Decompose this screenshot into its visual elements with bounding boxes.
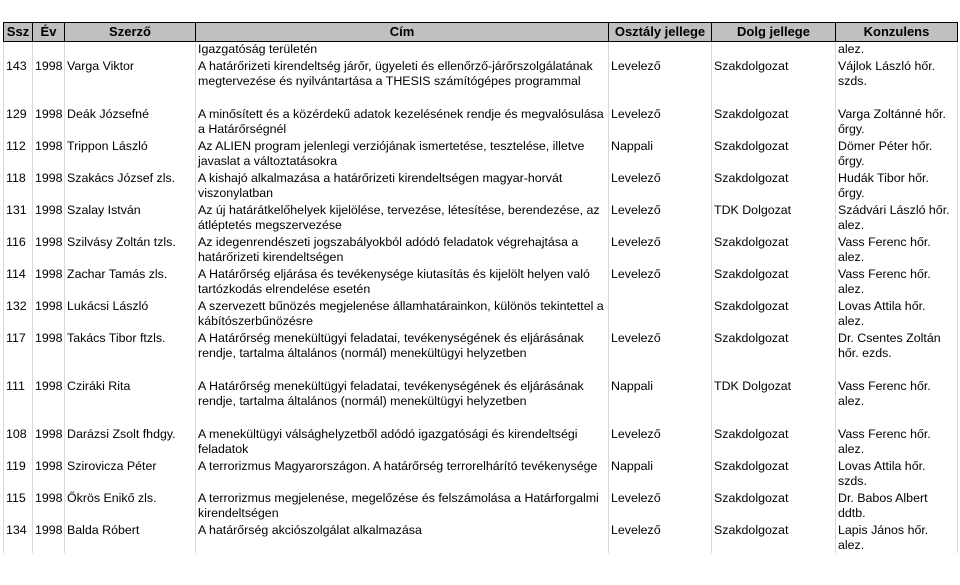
table-row: [4, 490, 958, 522]
cell-dolg: Szakdolgozat: [712, 106, 836, 138]
cell-ssz: 129: [4, 106, 33, 138]
cell-osztaly: Levelező: [609, 58, 712, 106]
cell-osztaly: [609, 298, 712, 330]
cell-cim: A minősített és a közérdekű adatok kezelésének rendje és megvalósulása a Határőrségnél: [196, 106, 609, 138]
cell-osztaly: Nappali: [609, 378, 712, 426]
cell-osztaly: Levelező: [609, 170, 712, 202]
cell-ssz: 132: [4, 298, 33, 330]
continuation-row: [4, 42, 958, 58]
cell-dolg: Szakdolgozat: [712, 58, 836, 106]
cell-szerzo: Balda Róbert: [65, 522, 196, 553]
cell-szerzo: Szirovicza Péter: [65, 458, 196, 490]
cell-konzulens: Dr. Babos Albert ddtb.: [836, 490, 958, 522]
cell-szerzo: Deák Józsefné: [65, 106, 196, 138]
cell-konzulens: Vass Ferenc hőr. alez.: [836, 426, 958, 458]
cell-dolg: Szakdolgozat: [712, 138, 836, 170]
cell-ev: 1998: [33, 202, 65, 234]
cell-cim: Igazgatóság területén: [196, 42, 609, 58]
col-header-osztaly: Osztály jellege: [609, 23, 712, 42]
cell-ssz: 111: [4, 378, 33, 426]
header-row: [4, 23, 958, 42]
table-row: [4, 522, 958, 553]
cell-konzulens: Lovas Attila hőr. szds.: [836, 458, 958, 490]
thesis-table: [3, 22, 958, 553]
cell-konzulens: Lapis János hőr. alez.: [836, 522, 958, 553]
table-row: [4, 106, 958, 138]
cell-konzulens: Vájlok László hőr. szds.: [836, 58, 958, 106]
cell-konzulens: Lovas Attila hőr. alez.: [836, 298, 958, 330]
table-row: [4, 458, 958, 490]
table-row: [4, 330, 958, 378]
cell-osztaly: Levelező: [609, 426, 712, 458]
cell-ev: 1998: [33, 426, 65, 458]
cell-cim: A Határőrség menekültügyi feladatai, tevékenységének és eljárásának rendje, tartalma általános (normál) menekültügyi helyzetben: [196, 378, 609, 426]
cell-ev: [33, 42, 65, 58]
cell-cim: A határőrizeti kirendeltség járőr, ügyeleti és ellenőrző-járőrszolgálatának megtervezése és nyilvántartása a THESIS számítógépes programmal: [196, 58, 609, 106]
cell-dolg: Szakdolgozat: [712, 490, 836, 522]
cell-ev: 1998: [33, 234, 65, 266]
cell-ev: 1998: [33, 138, 65, 170]
cell-osztaly: Levelező: [609, 522, 712, 553]
cell-szerzo: [65, 42, 196, 58]
col-header-ev: Év: [33, 23, 65, 42]
cell-szerzo: Szalay István: [65, 202, 196, 234]
cell-cim: A szervezett bűnözés megjelenése államhatárainkon, különös tekintettel a kábítószerbűnözésre: [196, 298, 609, 330]
cell-szerzo: Szakács József zls.: [65, 170, 196, 202]
table-row: [4, 170, 958, 202]
cell-ev: 1998: [33, 58, 65, 106]
cell-ssz: 112: [4, 138, 33, 170]
cell-ssz: 115: [4, 490, 33, 522]
col-header-ssz: Ssz: [4, 23, 33, 42]
cell-szerzo: Cziráki Rita: [65, 378, 196, 426]
cell-ev: 1998: [33, 490, 65, 522]
cell-dolg: Szakdolgozat: [712, 170, 836, 202]
cell-szerzo: Darázsi Zsolt fhdgy.: [65, 426, 196, 458]
cell-cim: A határőrség akciószolgálat alkalmazása: [196, 522, 609, 553]
cell-konzulens: Vass Ferenc hőr. alez.: [836, 378, 958, 426]
cell-dolg: TDK Dolgozat: [712, 378, 836, 426]
cell-cim: A kishajó alkalmazása a határőrizeti kirendeltségen magyar-horvát viszonylatban: [196, 170, 609, 202]
cell-osztaly: Levelező: [609, 490, 712, 522]
cell-cim: Az új határátkelőhelyek kijelölése, tervezése, létesítése, berendezése, az átléptetés megszervezése: [196, 202, 609, 234]
cell-szerzo: Trippon László: [65, 138, 196, 170]
cell-szerzo: Őkrös Enikő zls.: [65, 490, 196, 522]
cell-ev: 1998: [33, 378, 65, 426]
cell-konzulens: Vass Ferenc hőr. alez.: [836, 234, 958, 266]
cell-dolg: Szakdolgozat: [712, 266, 836, 298]
cell-ssz: 114: [4, 266, 33, 298]
table-row: [4, 234, 958, 266]
cell-cim: Az idegenrendészeti jogszabályokból adódó feladatok végrehajtása a határőrizeti kirendeltségen: [196, 234, 609, 266]
cell-konzulens: Szádvári László hőr. alez.: [836, 202, 958, 234]
table-row: [4, 58, 958, 106]
cell-ssz: 117: [4, 330, 33, 378]
cell-szerzo: Szilvásy Zoltán tzls.: [65, 234, 196, 266]
col-header-dolg: Dolg jellege: [712, 23, 836, 42]
cell-ssz: 118: [4, 170, 33, 202]
col-header-cim: Cím: [196, 23, 609, 42]
cell-cim: A terrorizmus megjelenése, megelőzése és felszámolása a Határforgalmi kirendeltségen: [196, 490, 609, 522]
cell-osztaly: Levelező: [609, 106, 712, 138]
cell-szerzo: Takács Tibor ftzls.: [65, 330, 196, 378]
cell-ssz: 143: [4, 58, 33, 106]
cell-dolg: Szakdolgozat: [712, 298, 836, 330]
cell-osztaly: Levelező: [609, 266, 712, 298]
table-row: [4, 266, 958, 298]
cell-konzulens: alez.: [836, 42, 958, 58]
cell-osztaly: [609, 42, 712, 58]
cell-dolg: Szakdolgozat: [712, 234, 836, 266]
cell-szerzo: Zachar Tamás zls.: [65, 266, 196, 298]
cell-konzulens: Varga Zoltánné hőr. őrgy.: [836, 106, 958, 138]
cell-ev: 1998: [33, 330, 65, 378]
cell-szerzo: Varga Viktor: [65, 58, 196, 106]
table-row: [4, 138, 958, 170]
cell-ssz: 134: [4, 522, 33, 553]
table-row: [4, 378, 958, 426]
cell-ev: 1998: [33, 170, 65, 202]
table-row: [4, 202, 958, 234]
cell-konzulens: Vass Ferenc hőr. alez.: [836, 266, 958, 298]
cell-ev: 1998: [33, 266, 65, 298]
cell-osztaly: Nappali: [609, 458, 712, 490]
cell-ev: 1998: [33, 522, 65, 553]
cell-ssz: 119: [4, 458, 33, 490]
cell-konzulens: Hudák Tibor hőr. őrgy.: [836, 170, 958, 202]
cell-dolg: Szakdolgozat: [712, 458, 836, 490]
table-row: [4, 298, 958, 330]
cell-ssz: [4, 42, 33, 58]
cell-cim: A Határőrség menekültügyi feladatai, tevékenységének és eljárásának rendje, tartalma általános (normál) menekültügyi helyzetben: [196, 330, 609, 378]
cell-dolg: TDK Dolgozat: [712, 202, 836, 234]
cell-ssz: 116: [4, 234, 33, 266]
cell-osztaly: Nappali: [609, 138, 712, 170]
cell-ssz: 131: [4, 202, 33, 234]
cell-konzulens: Dr. Csentes Zoltán hőr. ezds.: [836, 330, 958, 378]
cell-cim: A Határőrség eljárása és tevékenysége kiutasítás és kijelölt helyen való tartózkodás elrendelése esetén: [196, 266, 609, 298]
cell-ev: 1998: [33, 298, 65, 330]
cell-dolg: [712, 42, 836, 58]
cell-konzulens: Dömer Péter hőr. őrgy.: [836, 138, 958, 170]
cell-cim: A menekültügyi válsághelyzetből adódó igazgatósági és kirendeltségi feladatok: [196, 426, 609, 458]
cell-ssz: 108: [4, 426, 33, 458]
cell-osztaly: Levelező: [609, 330, 712, 378]
cell-dolg: Szakdolgozat: [712, 330, 836, 378]
cell-szerzo: Lukácsi László: [65, 298, 196, 330]
cell-ev: 1998: [33, 458, 65, 490]
cell-cim: Az ALIEN program jelenlegi verziójának ismertetése, tesztelése, illetve javaslat a változtatásokra: [196, 138, 609, 170]
cell-ev: 1998: [33, 106, 65, 138]
cell-osztaly: Levelező: [609, 202, 712, 234]
col-header-konzulens: Konzulens: [836, 23, 958, 42]
table-row: [4, 426, 958, 458]
cell-dolg: Szakdolgozat: [712, 522, 836, 553]
col-header-szerzo: Szerző: [65, 23, 196, 42]
cell-dolg: Szakdolgozat: [712, 426, 836, 458]
cell-osztaly: Levelező: [609, 234, 712, 266]
cell-cim: A terrorizmus Magyarországon. A határőrség terrorelhárító tevékenysége: [196, 458, 609, 490]
